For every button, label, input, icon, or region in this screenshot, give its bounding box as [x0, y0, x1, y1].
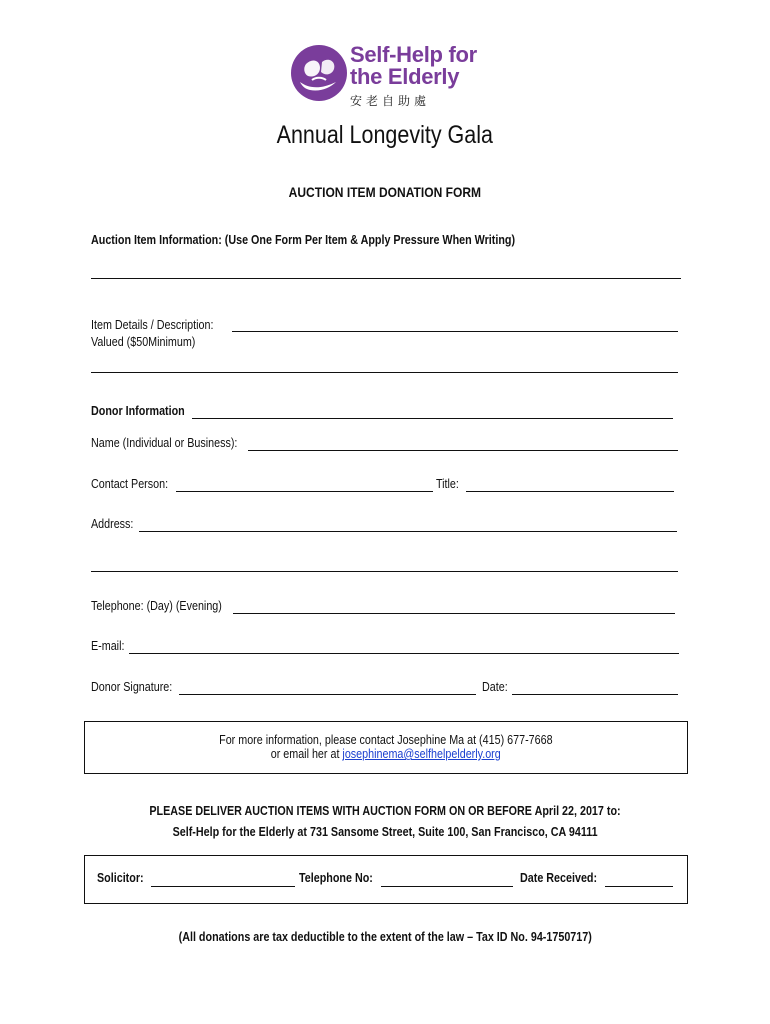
signature-field[interactable] [179, 694, 476, 695]
signature-label: Donor Signature: [91, 680, 173, 694]
contact-person-label: Contact Person: [91, 477, 169, 491]
email-label: E-mail: [91, 639, 125, 653]
org-name-chinese: 安老自助處 [350, 94, 431, 108]
valued-row [91, 335, 212, 349]
telephone-no-label: Telephone No: [299, 871, 373, 885]
form-title: AUCTION ITEM DONATION FORM [288, 184, 482, 200]
address-label: Address: [91, 517, 134, 531]
title-row [436, 477, 463, 491]
donor-info-line[interactable] [192, 418, 673, 419]
item-details-row [91, 318, 233, 332]
item-details-line-2[interactable] [91, 372, 678, 373]
date-label: Date: [482, 680, 508, 694]
address-row [91, 517, 140, 531]
auction-item-heading: Auction Item Information: (Use One Form Per Item & Apply Pressure When Writing) [91, 233, 516, 247]
address-field-2[interactable] [91, 571, 678, 572]
donor-heading: Donor Information [91, 404, 185, 418]
date-field[interactable] [512, 694, 678, 695]
page-title: Annual Longevity Gala [276, 121, 494, 149]
date-received-label: Date Received: [520, 871, 598, 885]
tax-deductible-note: (All donations are tax deductible to the extent of the law – Tax ID No. 94-1750717) [178, 930, 592, 944]
contact-row [91, 477, 181, 491]
telephone-row [91, 599, 243, 613]
address-field[interactable] [139, 531, 677, 532]
name-label: Name (Individual or Business): [91, 436, 238, 450]
org-name [350, 44, 477, 112]
contact-email-link[interactable]: josephinema@selfhelpelderly.org [342, 747, 502, 761]
org-logo [290, 44, 348, 102]
item-details-label: Item Details / Description: [91, 318, 214, 332]
item-details-field[interactable] [232, 331, 678, 332]
email-row [91, 639, 130, 653]
name-field[interactable] [248, 450, 678, 451]
delivery-instructions: PLEASE DELIVER AUCTION ITEMS WITH AUCTION FORM ON OR BEFORE April 22, 2017 to: [149, 804, 621, 818]
auction-item-line[interactable] [91, 278, 681, 279]
date-row [482, 680, 512, 694]
donor-heading-row [91, 404, 200, 418]
contact-line: For more information, please contact Josephine Ma at (415) 677-7668 [219, 733, 553, 747]
org-name-line2: the Elderly [350, 64, 460, 89]
solicitor-field[interactable] [151, 886, 295, 887]
telephone-field[interactable] [233, 613, 675, 614]
contact-info-box [84, 721, 688, 774]
valued-label: Valued ($50Minimum) [91, 335, 196, 349]
org-name-line1: Self-Help for [350, 42, 477, 67]
signature-row [91, 680, 186, 694]
email-line: or email her at josephinema@selfhelpelderly.org [270, 747, 502, 761]
name-row [91, 436, 261, 450]
staff-use-box [84, 855, 688, 904]
contact-person-field[interactable] [176, 491, 433, 492]
title-label: Title: [436, 477, 459, 491]
email-field[interactable] [129, 653, 679, 654]
telephone-label: Telephone: (Day) (Evening) [91, 599, 222, 613]
telephone-no-field[interactable] [381, 886, 513, 887]
title-field[interactable] [466, 491, 674, 492]
delivery-address: Self-Help for the Elderly at 731 Sansome Street, Suite 100, San Francisco, CA 94111 [172, 825, 598, 839]
date-received-field[interactable] [605, 886, 673, 887]
solicitor-label: Solicitor: [97, 871, 144, 885]
